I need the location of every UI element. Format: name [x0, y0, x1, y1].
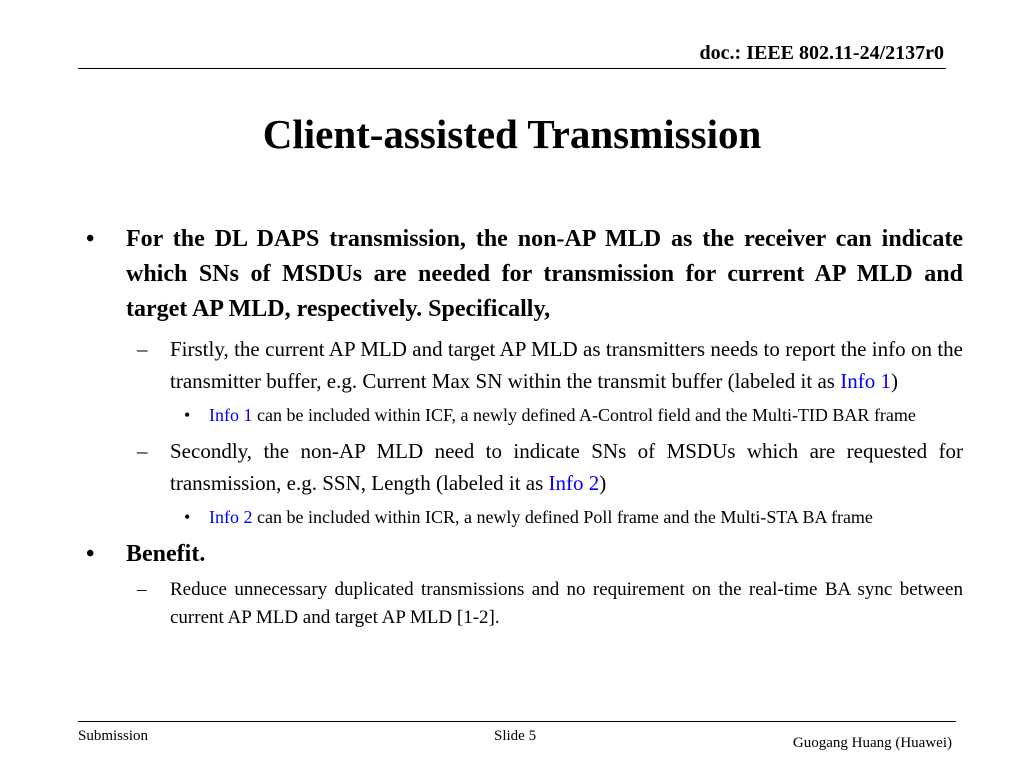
footer-submission: Submission	[78, 728, 149, 744]
subbullet-text: Secondly, the non-AP MLD need to indicate SNs of MSDUs which are requested for transmission, e.g. SSN, Length (labeled it as	[170, 439, 963, 495]
subbullet-text-end: )	[599, 471, 607, 495]
footer-author: Guogang Huang (Huawei)	[792, 735, 952, 751]
slide-title: Client-assisted Transmission	[262, 111, 762, 157]
bullet-text: For the DL DAPS transmission, the non-AP MLD as the receiver can indicate which SNs of MSDUs are needed for transmission for current AP MLD and target AP MLD, respectively. Specifically,	[126, 226, 963, 322]
footer-divider	[78, 721, 956, 722]
subbullet-text: Firstly, the current AP MLD and target AP MLD as transmitters needs to report the info on the transmitter buffer, e.g. Current Max SN within the transmit buffer (labeled it as	[170, 337, 963, 393]
subbullet-reduce	[80, 576, 963, 632]
bullet-marker: •	[86, 226, 95, 252]
dash-marker: –	[137, 337, 148, 361]
info-1-label: Info 1	[209, 405, 253, 425]
info-2-label: Info 2	[209, 507, 253, 527]
point-text: can be included within ICR, a newly defined Poll frame and the Multi-STA BA frame	[252, 507, 873, 527]
bullet-text: Benefit.	[126, 541, 206, 567]
bullet-daps-transmission	[80, 222, 963, 327]
dash-marker: –	[137, 439, 148, 463]
bullet-benefit	[80, 537, 963, 572]
point-info-2	[80, 503, 963, 531]
dash-marker: –	[137, 579, 147, 600]
info-1-label: Info 1	[840, 369, 891, 393]
subbullet-text: Reduce unnecessary duplicated transmissions and no requirement on the real-time BA sync between current AP MLD and target AP MLD [1-2].	[170, 579, 963, 628]
point-info-1	[80, 401, 963, 429]
bullet-marker: •	[184, 507, 191, 527]
info-2-label: Info 2	[548, 471, 600, 495]
subbullet-secondly	[80, 435, 963, 499]
subbullet-text-end: )	[890, 369, 898, 393]
slide-body	[80, 222, 963, 632]
bullet-marker: •	[86, 541, 95, 567]
document-id: doc.: IEEE 802.11-24/2137r0	[699, 42, 944, 64]
header-divider	[78, 68, 946, 69]
footer-slide-number: Slide 5	[494, 728, 537, 744]
subbullet-firstly	[80, 333, 963, 397]
bullet-marker: •	[184, 405, 191, 425]
point-text: can be included within ICF, a newly defined A-Control field and the Multi-TID BAR frame	[252, 405, 916, 425]
